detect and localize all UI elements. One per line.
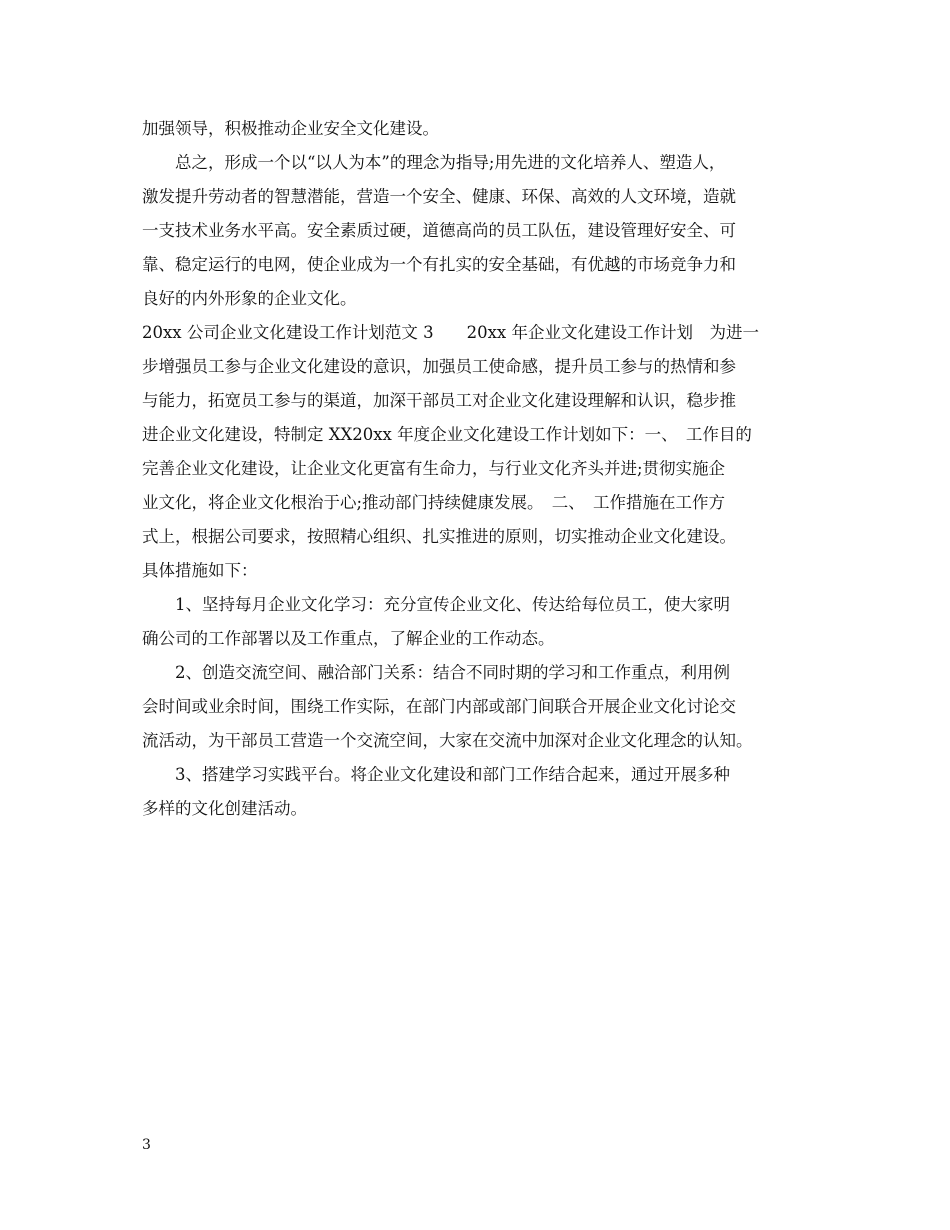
body-line: 20xx 公司企业文化建设工作计划范文 3 20xx 年企业文化建设工作计划 为进一 — [142, 323, 759, 342]
page-number: 3 — [142, 1137, 151, 1153]
body-line: 确公司的工作部署以及工作重点，了解企业的工作动态。 — [142, 629, 555, 648]
document-body — [142, 112, 812, 826]
body-line: 总之，形成一个以“以人为本”的理念为指导;用先进的文化培养人、塑造人， — [175, 153, 726, 172]
body-line: 会时间或业余时间，围绕工作实际，在部门内部或部门间联合开展企业文化讨论交 — [142, 697, 736, 716]
body-line: 3、搭建学习实践平台。将企业文化建设和部门工作结合起来，通过开展多种 — [175, 765, 730, 784]
body-line: 一支技术业务水平高。安全素质过硬，道德高尚的员工队伍，建设管理好安全、可 — [142, 221, 736, 240]
body-line: 与能力，拓宽员工参与的渠道，加深干部员工对企业文化建设理解和认识，稳步推 — [142, 391, 736, 410]
body-line: 2、创造交流空间、融洽部门关系：结合不同时期的学习和工作重点，利用例 — [175, 663, 730, 682]
body-line: 多样的文化创建活动。 — [142, 799, 307, 818]
body-line: 靠、稳定运行的电网，使企业成为一个有扎实的安全基础，有优越的市场竞争力和 — [142, 255, 736, 274]
body-line: 具体措施如下： — [142, 561, 258, 580]
body-line: 1、坚持每月企业文化学习：充分宣传企业文化、传达给每位员工，使大家明 — [175, 595, 730, 614]
body-line: 加强领导，积极推动企业安全文化建设。 — [142, 119, 439, 138]
body-line: 完善企业文化建设，让企业文化更富有生命力，与行业文化齐头并进;贯彻实施企 — [142, 459, 726, 478]
body-line: 式上，根据公司要求，按照精心组织、扎实推进的原则，切实推动企业文化建设。 — [142, 527, 736, 546]
body-line: 良好的内外形象的企业文化。 — [142, 289, 357, 308]
body-line: 步增强员工参与企业文化建设的意识，加强员工使命感，提升员工参与的热情和参 — [142, 357, 736, 376]
body-line: 流活动，为干部员工营造一个交流空间，大家在交流中加深对企业文化理念的认知。 — [142, 731, 753, 750]
body-line: 激发提升劳动者的智慧潜能，营造一个安全、健康、环保、高效的人文环境，造就 — [142, 187, 736, 206]
body-line: 业文化，将企业文化根治于心;推动部门持续健康发展。 二、 工作措施在工作方 — [142, 493, 726, 512]
body-line: 进企业文化建设，特制定 XX20xx 年度企业文化建设工作计划如下：一、 工作目的 — [142, 425, 752, 444]
